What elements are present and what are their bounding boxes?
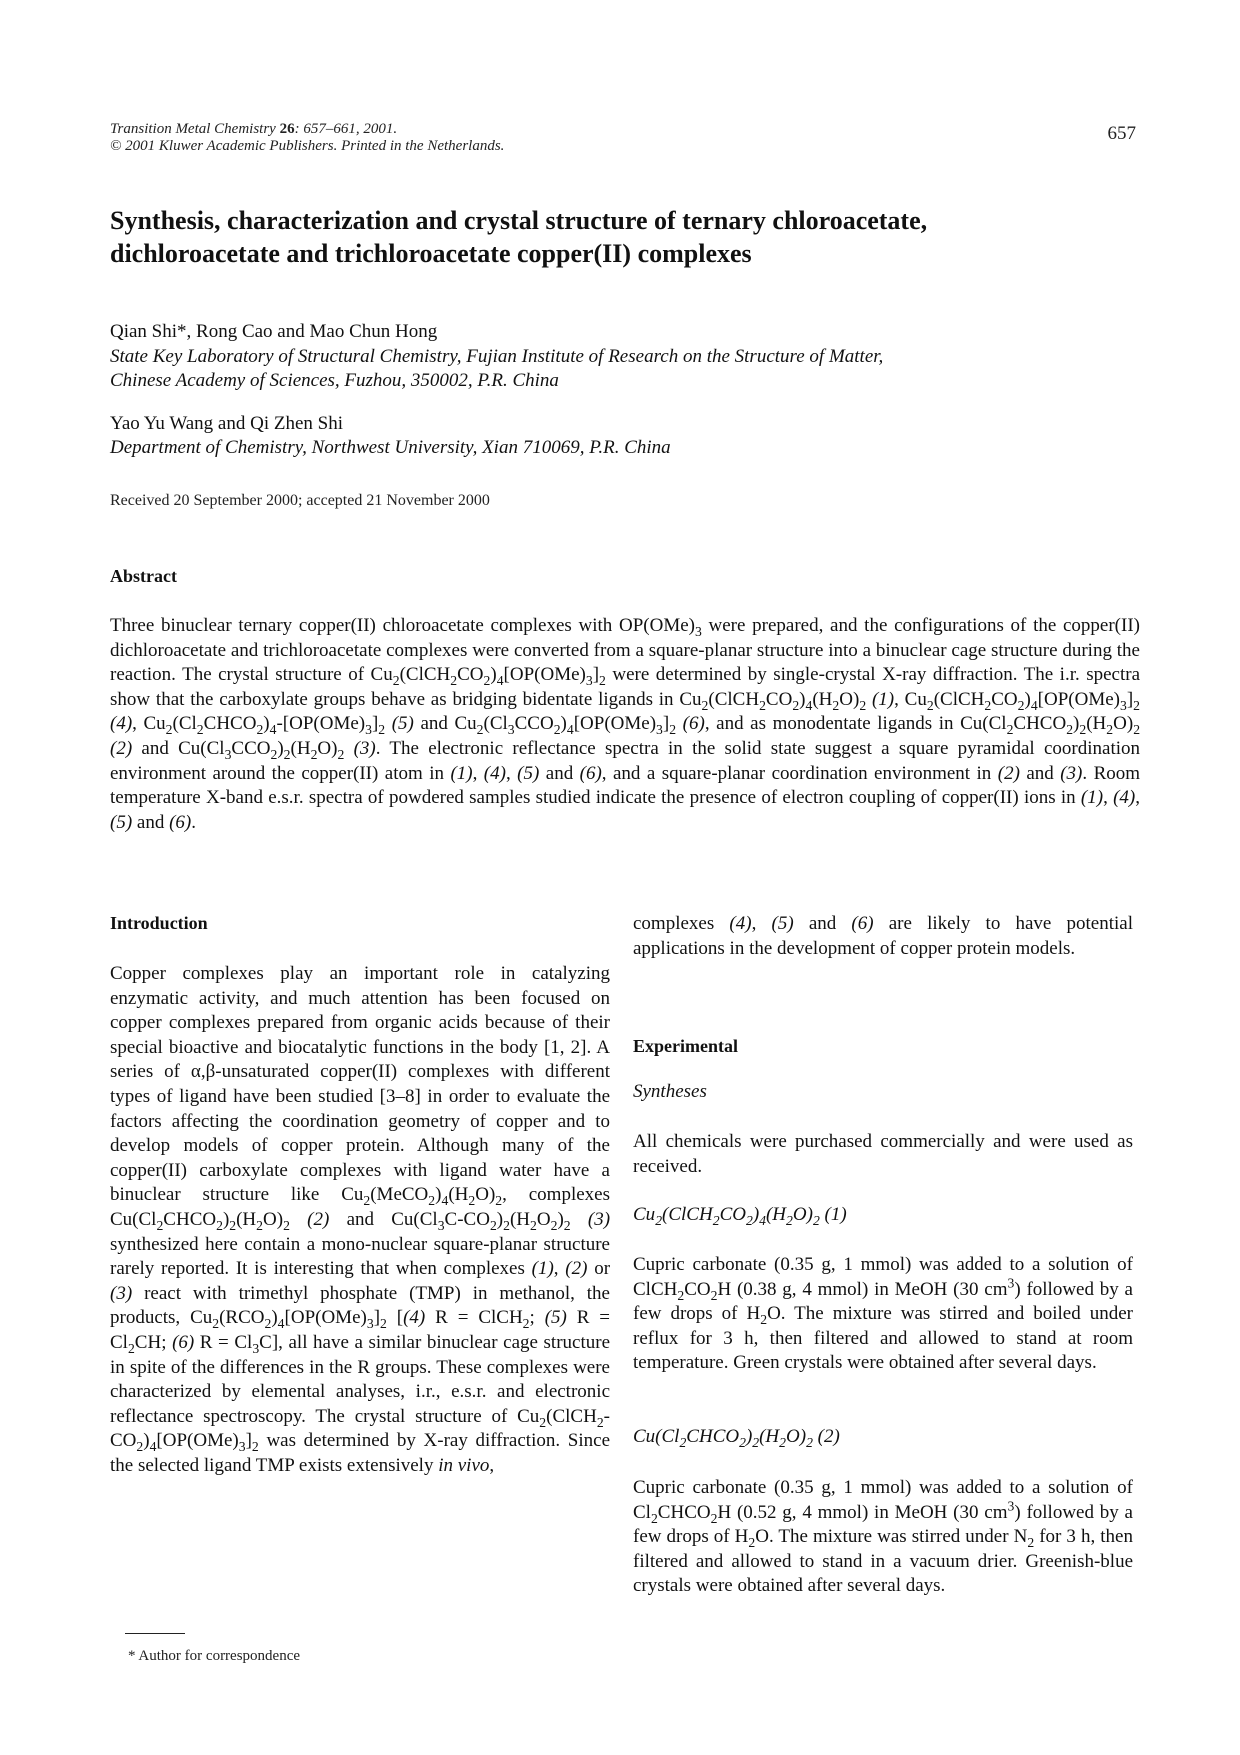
footnote-divider bbox=[125, 1633, 185, 1634]
affiliation-1-line-2: Chinese Academy of Sciences, Fuzhou, 350002, P.R. China bbox=[110, 370, 559, 391]
abstract-text: Three binuclear ternary copper(II) chloroacetate complexes with $OP(OMe)_3$ were prepared, and the configurations of the copper(II) dichloroacetate and trichloroacetate complexes were converted from a square-planar structure into a binuclear cage structure during the reaction. The crystal structure of $Cu_2(ClCH_2CO_2)_4[OP(OMe)_3]_2$ were determined by single-crystal X-ray diffraction. The i.r. spectra show that the carboxylate groups behave as bridging bidentate ligands in $Cu_2(ClCH_2CO_2)_4(H_2O)_2$ (1), $Cu_2(ClCH_2CO_2)_4[OP(OMe)_3]_2$ (4), $Cu_2(Cl_2CHCO_2)_4-[OP(OMe)_3]_2$ (5) and $Cu_2(Cl_3CCO_2)_4[OP(OMe)_3]_2$ (6), and as monodentate ligands in $Cu(Cl_2CHCO_2)_2(H_2O)_2$ (2) and $Cu(Cl_3CCO_2)_2(H_2O)_2$ (3). The electronic reflectance spectra in the solid state suggest a square pyramidal coordination environment around the copper(II) atom in (1), (4), (5) and (6), and a square-planar coordination environment in (2) and (3). Room temperature X-band e.s.r. spectra of powdered samples studied indicate the presence of electron coupling of copper(II) ions in (1), (4), (5) and (6). bbox=[110, 615, 1141, 833]
received-dates: Received 20 September 2000; accepted 21 November 2000 bbox=[110, 492, 490, 509]
title-line-2: dichloroacetate and trichloroacetate copper(II) complexes bbox=[110, 239, 752, 268]
journal-name: Transition Metal Chemistry bbox=[110, 121, 276, 137]
page-number: 657 bbox=[1107, 123, 1136, 144]
compound-2-heading: $Cu(Cl_2CHCO_2)_2(H_2O)_2$ (2) bbox=[633, 1426, 840, 1450]
compound-1-procedure: Cupric carbonate (0.35 g, 1 mmol) was added to a solution of $ClCH_2CO_2H$ (0.38 g, 4 mmol) in MeOH (30 $cm^3$) followed by a few drops of $H_2O$. The mixture was stirred and boiled under reflux for 3 h, then filtered and allowed to stand at room temperature. Green crystals were obtained after several days. bbox=[633, 1254, 1133, 1374]
running-header bbox=[110, 121, 504, 155]
experimental-heading: Experimental bbox=[633, 1036, 738, 1056]
author-list-2: Yao Yu Wang and Qi Zhen Shi bbox=[110, 413, 343, 434]
paper-title bbox=[110, 204, 1140, 270]
syntheses-subheading: Syntheses bbox=[633, 1081, 707, 1102]
journal-volume: 26 bbox=[279, 121, 295, 137]
author-list-1: Qian Shi*, Rong Cao and Mao Chun Hong bbox=[110, 321, 438, 342]
introduction-heading: Introduction bbox=[110, 913, 208, 933]
copyright-line: © 2001 Kluwer Academic Publishers. Printed in the Netherlands. bbox=[110, 138, 505, 154]
compound-2-procedure: Cupric carbonate (0.35 g, 1 mmol) was added to a solution of $Cl_2CHCO_2H$ (0.52 g, 4 mmol) in MeOH (30 $cm^3$) followed by a few drops of $H_2O$. The mixture was stirred under $N_2$ for 3 h, then filtered and allowed to stand in a vacuum drier. Greenish-blue crystals were obtained after several days. bbox=[633, 1477, 1133, 1597]
affiliation-1-line-1: State Key Laboratory of Structural Chemistry, Fujian Institute of Research on the Structure of Matter, bbox=[110, 346, 884, 367]
compound-1-heading: $Cu_2(ClCH_2CO_2)_4(H_2O)_2$ (1) bbox=[633, 1204, 847, 1228]
affiliation-2: Department of Chemistry, Northwest University, Xian 710069, P.R. China bbox=[110, 437, 671, 458]
chemicals-text: All chemicals were purchased commercially and were used as received. bbox=[633, 1131, 1133, 1177]
introduction-continued-text: complexes (4), (5) and (6) are likely to have potential applications in the development of copper protein models. bbox=[633, 913, 1133, 959]
abstract-heading: Abstract bbox=[110, 566, 177, 586]
affiliation-1 bbox=[110, 345, 1140, 393]
journal-pages: : 657–661, 2001. bbox=[294, 121, 398, 137]
introduction-text: Copper complexes play an important role in catalyzing enzymatic activity, and much attention has been focused on copper complexes prepared from organic acids because of their special bioactive and biocatalytic functions in the body [1, 2]. A series of α,β-unsaturated copper(II) complexes with different types of ligand have been studied [3–8] in order to evaluate the factors affecting the coordination geometry of copper and to develop models of copper protein. Although many of the copper(II) carboxylate complexes with ligand water have a binuclear structure like $Cu_2(MeCO_2)_4(H_2O)_2$, complexes $Cu(Cl_2CHCO_2)_2(H_2O)_2$ (2) and $Cu(Cl_3C-CO_2)_2(H_2O_2)_2$ (3) synthesized here contain a mono-nuclear square-planar structure rarely reported. It is interesting that when complexes (1), (2) or (3) react with trimethyl phosphate (TMP) in methanol, the products, $Cu_2(RCO_2)_4[OP(OMe)_3]_2$ [(4) R = ClCH$_2$; (5) $R = Cl_2CH$; (6) $R = Cl_3C$], all have a similar binuclear cage structure in spite of the differences in the R groups. These complexes were characterized by elemental analyses, i.r., e.s.r. and electronic reflectance spectroscopy. The crystal structure of $Cu_2(ClCH_2-CO_2)_4[OP(OMe)_3]_2$ was determined by X-ray diffraction. Since the selected ligand TMP exists extensively in vivo, bbox=[110, 963, 611, 1476]
title-line-1: Synthesis, characterization and crystal structure of ternary chloroacetate, bbox=[110, 206, 928, 235]
journal-citation bbox=[110, 121, 504, 138]
footnote: * Author for correspondence bbox=[128, 1648, 301, 1664]
